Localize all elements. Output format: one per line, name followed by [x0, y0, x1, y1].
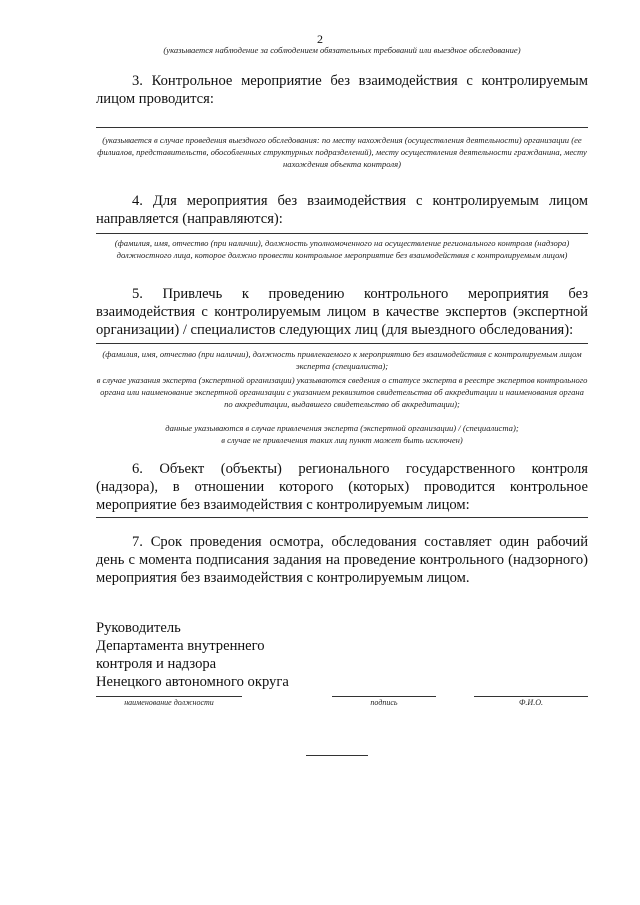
item-3-note: (указывается в случае проведения выездного обследования: по месту нахождения (осуществления деятельности) организации (ее филиалов, представительств, обособленных структурных подразделений), месту осуществления деятельности гражданина, месту нахождения объекта контроля) — [97, 135, 587, 169]
top-note: (указывается наблюдение за соблюдением обязательных требований или выездное обследование) — [163, 45, 521, 55]
page-number: 2 — [317, 32, 323, 46]
position-caption: наименование должности — [124, 698, 214, 707]
name-line — [474, 696, 588, 697]
item-4-fill-line — [96, 233, 588, 234]
signatory-title — [96, 619, 289, 691]
signatory-title-line-3: контроля и надзора — [96, 656, 217, 672]
name-caption: Ф.И.О. — [519, 698, 543, 707]
item-4-text: 4. Для мероприятия без взаимодействия с контролируемым лицом направляется (направляются): — [96, 193, 588, 227]
item-5-note-4: в случае не привлечения таких лиц пункт может быть исключен) — [221, 435, 463, 445]
item-5-fill-line — [96, 343, 588, 344]
signatory-title-line-2: Департамента внутреннего — [96, 638, 265, 654]
item-5-text: 5. Привлечь к проведению контрольного мероприятия без взаимодействия с контролируемым лицом в качестве экспертов (экспертной организации) / специалистов следующих лиц (для выездного обследования): — [96, 286, 588, 338]
end-separator — [306, 755, 368, 756]
item-3-fill-line — [96, 127, 588, 128]
position-line — [96, 696, 242, 697]
item-5-note-1: (фамилия, имя, отчество (при наличии), должность привлекаемого к мероприятию без взаимодействия с контролируемым лицом эксперта (специалиста); — [102, 349, 582, 371]
item-7-text: 7. Срок проведения осмотра, обследования составляет один рабочий день с момента подписания задания на проведение контрольного (надзорного) мероприятия без взаимодействия с контролируемым лицом. — [96, 534, 588, 586]
item-5-note-3: данные указываются в случае привлечения эксперта (экспертной организации) / (специалиста); — [165, 423, 519, 433]
item-3-text: 3. Контрольное мероприятие без взаимодействия с контролируемым лицом проводится: — [96, 73, 588, 107]
item-6-text: 6. Объект (объекты) регионального государственного контроля (надзора), в отношении которого (которых) проводится контрольное мероприятие без взаимодействия с контролируемым лицом: — [96, 461, 588, 513]
signatory-title-line-4: Ненецкого автономного округа — [96, 674, 289, 690]
signature-caption: подпись — [370, 698, 398, 707]
item-5-note-2: в случае указания эксперта (экспертной организации) указываются сведения о статусе эксперта в реестре экспертов контрольного органа или наименование экспертной организации с указанием реквизитов свидетельства об аккредитации и наименования органа по аккредитации, выдавшего свидетельство об аккредитации); — [96, 375, 588, 409]
signatory-title-line-1: Руководитель — [96, 620, 181, 636]
signature-line — [332, 696, 436, 697]
item-4-note: (фамилия, имя, отчество (при наличии), должность уполномоченного на осуществление регионального контроля (надзора) должностного лица, которое должно провести контрольное мероприятие без взаимодействия с контролируемым лицом) — [114, 238, 570, 260]
item-6-fill-line — [96, 517, 588, 518]
